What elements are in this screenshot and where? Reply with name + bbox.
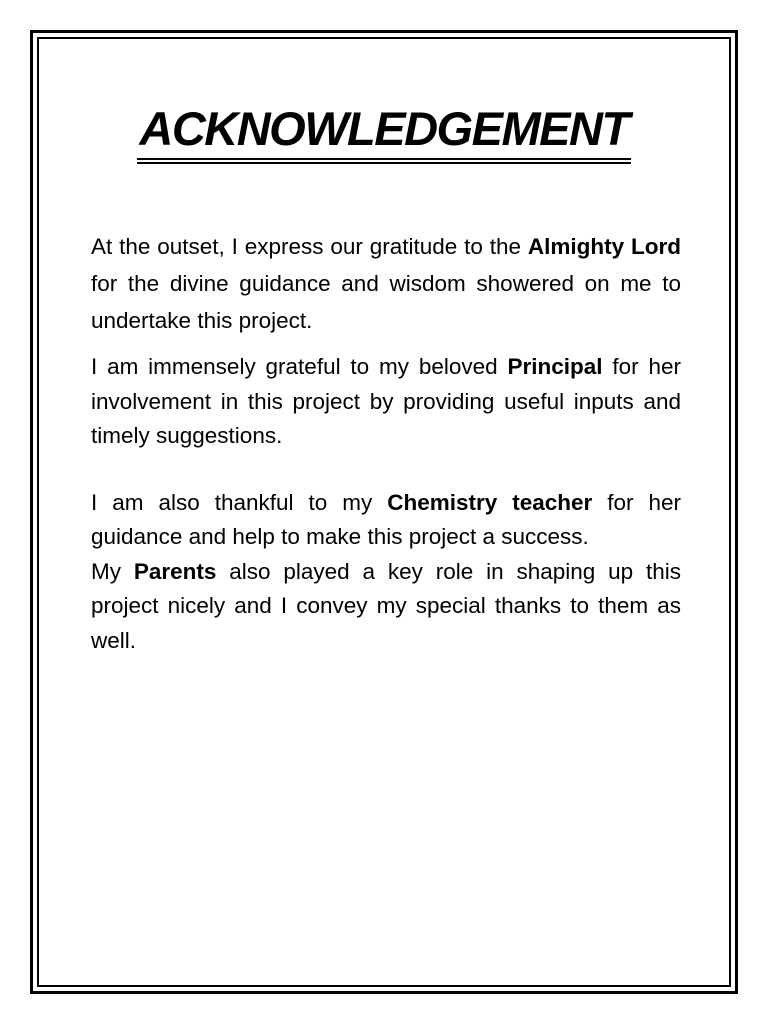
paragraph-text: also played a key role in shaping up this project nicely and I convey my special thanks to them as well. — [91, 558, 681, 653]
paragraph-text: for the divine guidance and wisdom showered on me to undertake this project. — [91, 271, 681, 333]
emphasis-chemistry-teacher: Chemistry teacher — [387, 489, 593, 515]
paragraph-text: I am also thankful to my — [91, 489, 388, 515]
paragraph-text: At the outset, I express our gratitude to the — [91, 234, 528, 259]
emphasis-parents: Parents — [133, 558, 217, 584]
paragraph-gratitude — [91, 228, 681, 339]
paragraph-text: for her guidance and help to make this project a success. — [91, 489, 681, 549]
paragraph-parents — [91, 555, 681, 659]
title-container — [0, 100, 768, 164]
paragraph-chemistry-teacher — [91, 486, 681, 555]
paragraph-text: for her involvement in this project by providing useful inputs and timely suggestions. — [91, 354, 681, 448]
emphasis-almighty-lord: Almighty Lord — [527, 234, 681, 259]
paragraph-text: My — [91, 558, 134, 584]
paragraph-principal — [91, 350, 681, 454]
acknowledgement-body — [91, 228, 681, 658]
paragraph-text: I am immensely grateful to my beloved — [91, 354, 508, 379]
emphasis-principal: Principal — [507, 354, 603, 379]
page-title: ACKNOWLEDGEMENT — [137, 100, 630, 164]
